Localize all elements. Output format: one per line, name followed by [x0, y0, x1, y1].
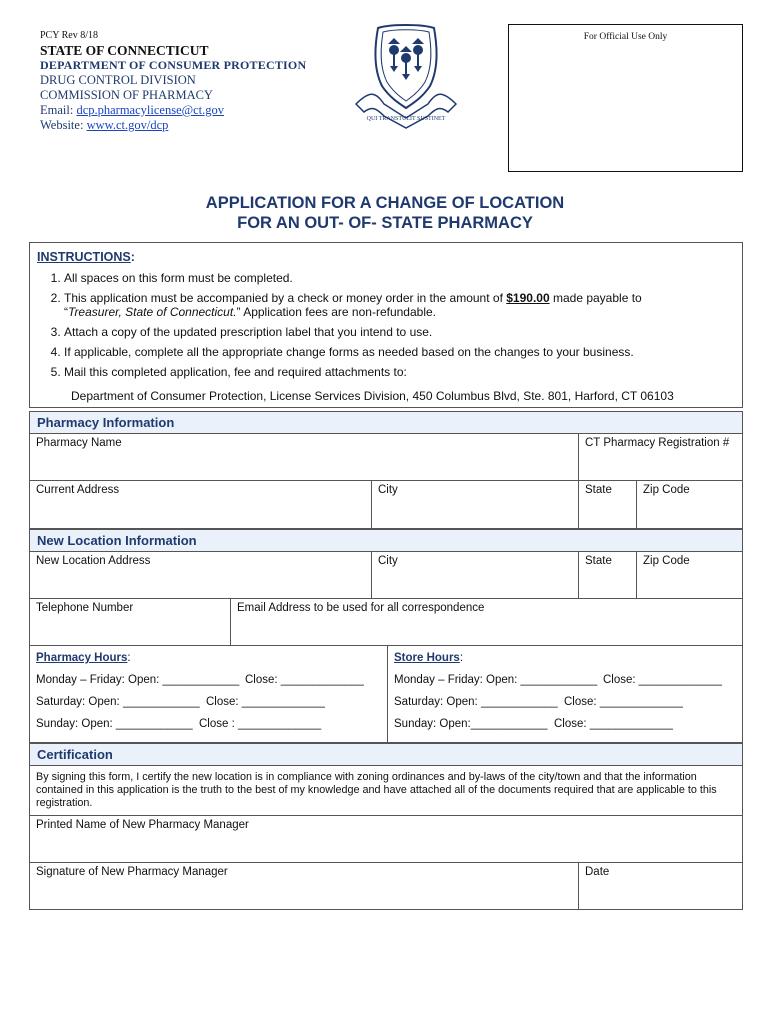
- section-heading: New Location Information: [30, 530, 742, 552]
- new-location-section: [29, 529, 743, 743]
- manager-name-field[interactable]: Printed Name of New Pharmacy Manager: [36, 819, 249, 831]
- mailing-address: Department of Consumer Protection, License Services Division, 450 Columbus Blvd, Ste. 801, Harford, CT 06103: [71, 389, 674, 403]
- new-state-field[interactable]: State: [578, 552, 636, 598]
- instruction-item: 5. Mail this completed application, fee and required attachments to:: [64, 365, 744, 379]
- instructions-list: [30, 265, 744, 379]
- instructions-box: [29, 242, 743, 408]
- pharmacy-hours-block: Pharmacy Hours: Monday – Friday: Open: ____________ Close: _____________ Saturday: Open: ____________ Close: _____________ Sunday: Open: ____________ Close : _____________: [30, 646, 387, 742]
- instruction-item: 3. Attach a copy of the updated prescription label that you intend to use.: [64, 325, 744, 339]
- registration-number-field[interactable]: CT Pharmacy Registration #: [578, 434, 742, 480]
- instruction-item: 1. All spaces on this form must be completed.: [64, 271, 744, 285]
- pharmacy-hours-weekday[interactable]: Monday – Friday: Open: ____________ Close: _____________: [36, 674, 364, 686]
- pharmacy-hours-saturday[interactable]: Saturday: Open: ____________ Close: _____________: [36, 696, 325, 708]
- instructions-heading: INSTRUCTIONS:: [37, 250, 135, 264]
- store-hours-block: Store Hours: Monday – Friday: Open: ____________ Close: _____________ Saturday: Open: ____________ Close: _____________ Sunday: Open:____________ Close: _____________: [387, 646, 742, 742]
- title-line-1: APPLICATION FOR A CHANGE OF LOCATION: [205, 194, 565, 212]
- instruction-item: 2. This application must be accompanied by a check or money order in the amount of $190.00 made payable to “Treasurer, State of Connecticut.” Application fees are non-refundable.: [64, 291, 744, 319]
- new-location-address-field[interactable]: New Location Address: [36, 555, 151, 567]
- city-field[interactable]: City: [371, 481, 578, 528]
- form-row: [30, 863, 742, 909]
- section-heading: Certification: [30, 744, 742, 766]
- agency-block: [40, 43, 306, 133]
- form-row: [30, 599, 742, 646]
- form-row: [30, 552, 742, 599]
- title-line-2: FOR AN OUT- OF- STATE PHARMACY: [237, 214, 533, 232]
- zip-code-field[interactable]: Zip Code: [636, 481, 742, 528]
- store-hours-sunday[interactable]: Sunday: Open:____________ Close: _____________: [394, 718, 673, 730]
- form-revision: PCY Rev 8/18: [40, 30, 98, 41]
- instruction-item: 4. If applicable, complete all the appropriate change forms as needed based on the changes to your business.: [64, 345, 744, 359]
- agency-department: DEPARTMENT OF CONSUMER PROTECTION: [40, 58, 307, 72]
- form-row: [30, 434, 742, 481]
- store-hours-label: Store Hours: [394, 652, 460, 664]
- agency-website-line: [40, 118, 306, 133]
- pharmacy-hours-label: Pharmacy Hours: [36, 652, 128, 664]
- official-use-label: For Official Use Only: [583, 32, 668, 42]
- store-hours-saturday[interactable]: Saturday: Open: ____________ Close: _____________: [394, 696, 683, 708]
- official-use-box: [508, 24, 743, 172]
- store-hours-weekday[interactable]: Monday – Friday: Open: ____________ Close: _____________: [394, 674, 722, 686]
- state-seal-icon: [350, 20, 462, 132]
- pharmacy-name-field[interactable]: Pharmacy Name: [36, 437, 122, 449]
- current-address-field[interactable]: Current Address: [36, 484, 120, 496]
- certification-section: [29, 743, 743, 910]
- email-label: Email:: [40, 103, 77, 117]
- telephone-field[interactable]: Telephone Number: [36, 602, 134, 614]
- section-heading: Pharmacy Information: [30, 412, 742, 434]
- email-address-field[interactable]: Email Address to be used for all correspondence: [230, 599, 742, 645]
- certification-statement: By signing this form, I certify the new location is in compliance with zoning ordinances and by-laws of the city/town and that the information contained in this application is the truth to the best of my knowledge and have attached all of the documents required that are applicable to this registration.: [30, 766, 742, 816]
- agency-division: DRUG CONTROL DIVISION: [40, 73, 196, 87]
- pharmacy-information-section: [29, 411, 743, 529]
- agency-commission: COMMISSION OF PHARMACY: [40, 88, 213, 102]
- agency-state: STATE OF CONNECTICUT: [40, 43, 209, 58]
- form-title: [0, 193, 770, 233]
- seal-motto: QUI TRANSTULIT SUSTINET: [366, 116, 446, 122]
- new-zip-code-field[interactable]: Zip Code: [636, 552, 742, 598]
- form-row: [30, 481, 742, 528]
- hours-row: [30, 646, 742, 742]
- signature-field[interactable]: Signature of New Pharmacy Manager: [36, 866, 228, 878]
- date-field[interactable]: Date: [578, 863, 742, 909]
- email-link[interactable]: dcp.pharmacylicense@ct.gov: [76, 103, 225, 117]
- form-row: [30, 816, 742, 863]
- new-city-field[interactable]: City: [371, 552, 578, 598]
- pharmacy-hours-sunday[interactable]: Sunday: Open: ____________ Close : _____________: [36, 718, 322, 730]
- agency-email-line: [40, 103, 306, 118]
- state-field[interactable]: State: [578, 481, 636, 528]
- website-link[interactable]: www.ct.gov/dcp: [86, 118, 169, 132]
- website-label: Website:: [40, 118, 87, 132]
